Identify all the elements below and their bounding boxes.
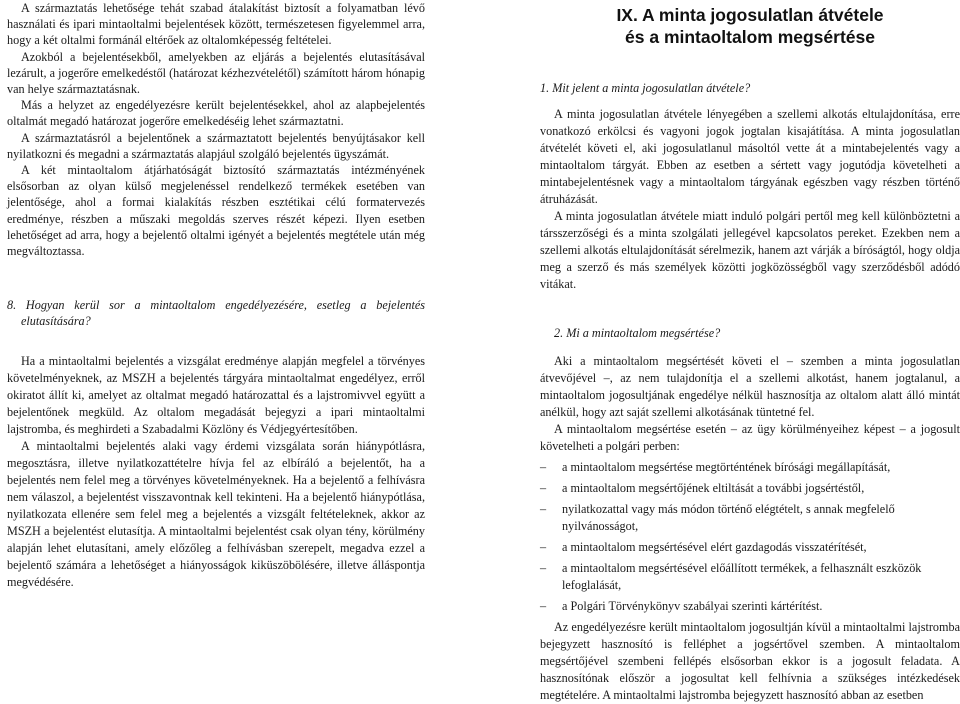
right-column	[540, 0, 960, 704]
list-item: – a mintaoltalom megsértésével elért gazdagodás visszatérítését,	[540, 539, 960, 556]
paragraph: A két mintaoltalom átjárhatóságát biztosító származtatás intézményének elsősorban az olyan külső megjelenéssel rendelkező termékek esetében van jelentősége, ahol a formai kialakítás részben esztétikai célú formatervezés eredménye, részben a műszaki megoldás szerves részét képezi. Ilyen esetben lehetőséget ad arra, hogy a bejelentő oltalmi igényét a bejelentés megtétele után még megváltoztassa.	[7, 163, 425, 259]
paragraph: A mintaoltalmi bejelentés alaki vagy érdemi vizsgálata során hiánypótlásra, megosztásra, illetve nyilatkozattételre hívja fel az elbíráló a bejelentőt, ha a bejelentés nem felel meg a törvényes követelményeknek. Ha a bejelentő a felhívásra nem válaszol, a bejelentést visszavontnak kell tekinteni. Ha a bejelentő hiánypótlása, nyilatkozata ellenére sem felel meg a bejelentés a vizsgált feltételeknek, akkor az MSZH a bejelentést elutasítja. A mintaoltalmi bejelentést csak olyan tény, körülmény alapján lehet elutasítani, amely előzőleg a felhívásban szerepelt, megadva ezzel a bejelentő számára a lehetőséget a hiányosságok kiküszöbölésére, illetve álláspontja megvédésére.	[7, 439, 425, 590]
section-2	[540, 325, 960, 704]
left-top-text	[7, 0, 425, 259]
remedy-list	[540, 459, 960, 615]
paragraph: A származtatásról a bejelentőnek a származtatott bejelentés benyújtásakor kell nyilatkozni és megadni a származtatás alapjául szolgáló bejelentés ügyszámát.	[7, 130, 425, 161]
paragraph: Más a helyzet az engedélyezésre került bejelentésekkel, ahol az alapbejelentés oltalmát megadó határozat jogerőre emelkedéséig lehet származtatni.	[7, 98, 425, 129]
left-column	[7, 0, 425, 591]
list-item: – a mintaoltalom megsértése megtörténtének bírósági megállapítását,	[540, 459, 960, 476]
section-question-2: 2. Mi a mintaoltalom megsértése?	[554, 326, 721, 340]
paragraph: Ha a mintaoltalmi bejelentés a vizsgálat eredménye alapján megfelel a törvényes követelményeknek, az MSZH a bejelentés tárgyára mintaoltalmat engedélyez, erről okiratot állít ki, amelyet az oltalmat megadó határozattal és a lajstromivvel együtt a bejelentőnek megküld. Az oltalom megadását bejegyzi a ipari mintaoltalmi lajstromba, és meghirdeti a Szabadalmi Közlöny és Védjegyértesítőben.	[7, 354, 425, 437]
left-bottom-section	[7, 297, 425, 591]
paragraph: A minta jogosulatlan átvétele miatt induló polgári pertől meg kell különböztetni a társszerzőségi és a minta szolgálati jellegével kapcsolatos pereket. Ezekben nem a szellemi alkotás eltulajdonítását sérelmezik, hanem azt várják a bíróságtól, hogy oldja meg a szerző és más személyek közötti jogközösségből vagy szerződésből adódó vitákat.	[540, 209, 960, 291]
chapter-title	[540, 4, 960, 48]
section-question: 8. Hogyan kerül sor a mintaoltalom engedélyezésére, esetleg a bejelentés elutasítására?	[7, 298, 425, 329]
section-question-1: 1. Mit jelent a minta jogosulatlan átvétele?	[540, 81, 751, 95]
chapter-title-line-2: és a mintaoltalom megsértése	[625, 27, 875, 47]
paragraph: Aki a mintaoltalom megsértését követi el – szemben a minta jogosulatlan átvevőjével –, az nem tulajdonítja el a szellemi alkotást, hanem jogtalanul, a mintaoltalom jogosultjának engedélye nélkül hasznosítja az oltalom alatt álló mintát anélkül, hogy azt saját szellemi alkotásának tüntetné fel.	[540, 354, 960, 419]
list-item: – a mintaoltalom megsértőjének eltiltását a további jogsértéstől,	[540, 480, 960, 497]
list-item: – nyilatkozattal vagy más módon történő elégtételt, s annak megfelelő nyilvánosságot,	[540, 501, 960, 535]
paragraph: Azokból a bejelentésekből, amelyekben az eljárás a bejelentés elutasításával lezárult, a jogerőre emelkedéstől (határozat kézhezvételétől) számított három hónapig van helye származtatásnak.	[7, 49, 425, 97]
paragraph: A minta jogosulatlan átvétele lényegében a szellemi alkotás eltulajdonítása, erre vonatkozó erkölcsi és vagyoni jogok jogtalan kisajátítása. A minta jogosulatlan átvételét követi el, aki jogosulatlanul másoltól vette át a mintabejelentés vagy a mintaoltalom tárgyát. Ebben az esetben a sértett vagy jogutódja követelheti a mintabejelentésnek vagy a mintaoltalom tárgyának egészben vagy részben történő átruházását.	[540, 107, 960, 206]
paragraph: A mintaoltalom megsértése esetén – az ügy körülményeihez képest – a jogosult követelheti a polgári perben:	[540, 422, 960, 453]
paragraph: Az engedélyezésre került mintaoltalom jogosultján kívül a mintaoltalmi lajstromba bejegyzett hasznosító is felléphet a jogsértővel szemben. A mintaoltalom megsértőjével szembeni fellépés elsősorban ekkor is a jogosult feladata. A hasznosítónak először a jogosultat kell felhívnia a szükséges intézkedések megtételére. A mintaoltalmi lajstromba bejegyzett hasznosító abban az esetben	[540, 620, 960, 702]
list-item: – a mintaoltalom megsértésével előállított termékek, a felhasznált eszközök lefoglalását,	[540, 560, 960, 594]
list-item: – a Polgári Törvénykönyv szabályai szerinti kártérítést.	[540, 598, 960, 615]
chapter-title-line-1: IX. A minta jogosulatlan átvétele	[616, 5, 884, 25]
paragraph: A származtatás lehetősége tehát szabad átalakítást biztosít a folyamatban lévő használati és ipari mintaoltalmi bejelentések között, természetesen figyelemmel arra, hogy a két oltalmi formánál eltérőek az oltalomképesség feltételei.	[7, 1, 425, 48]
